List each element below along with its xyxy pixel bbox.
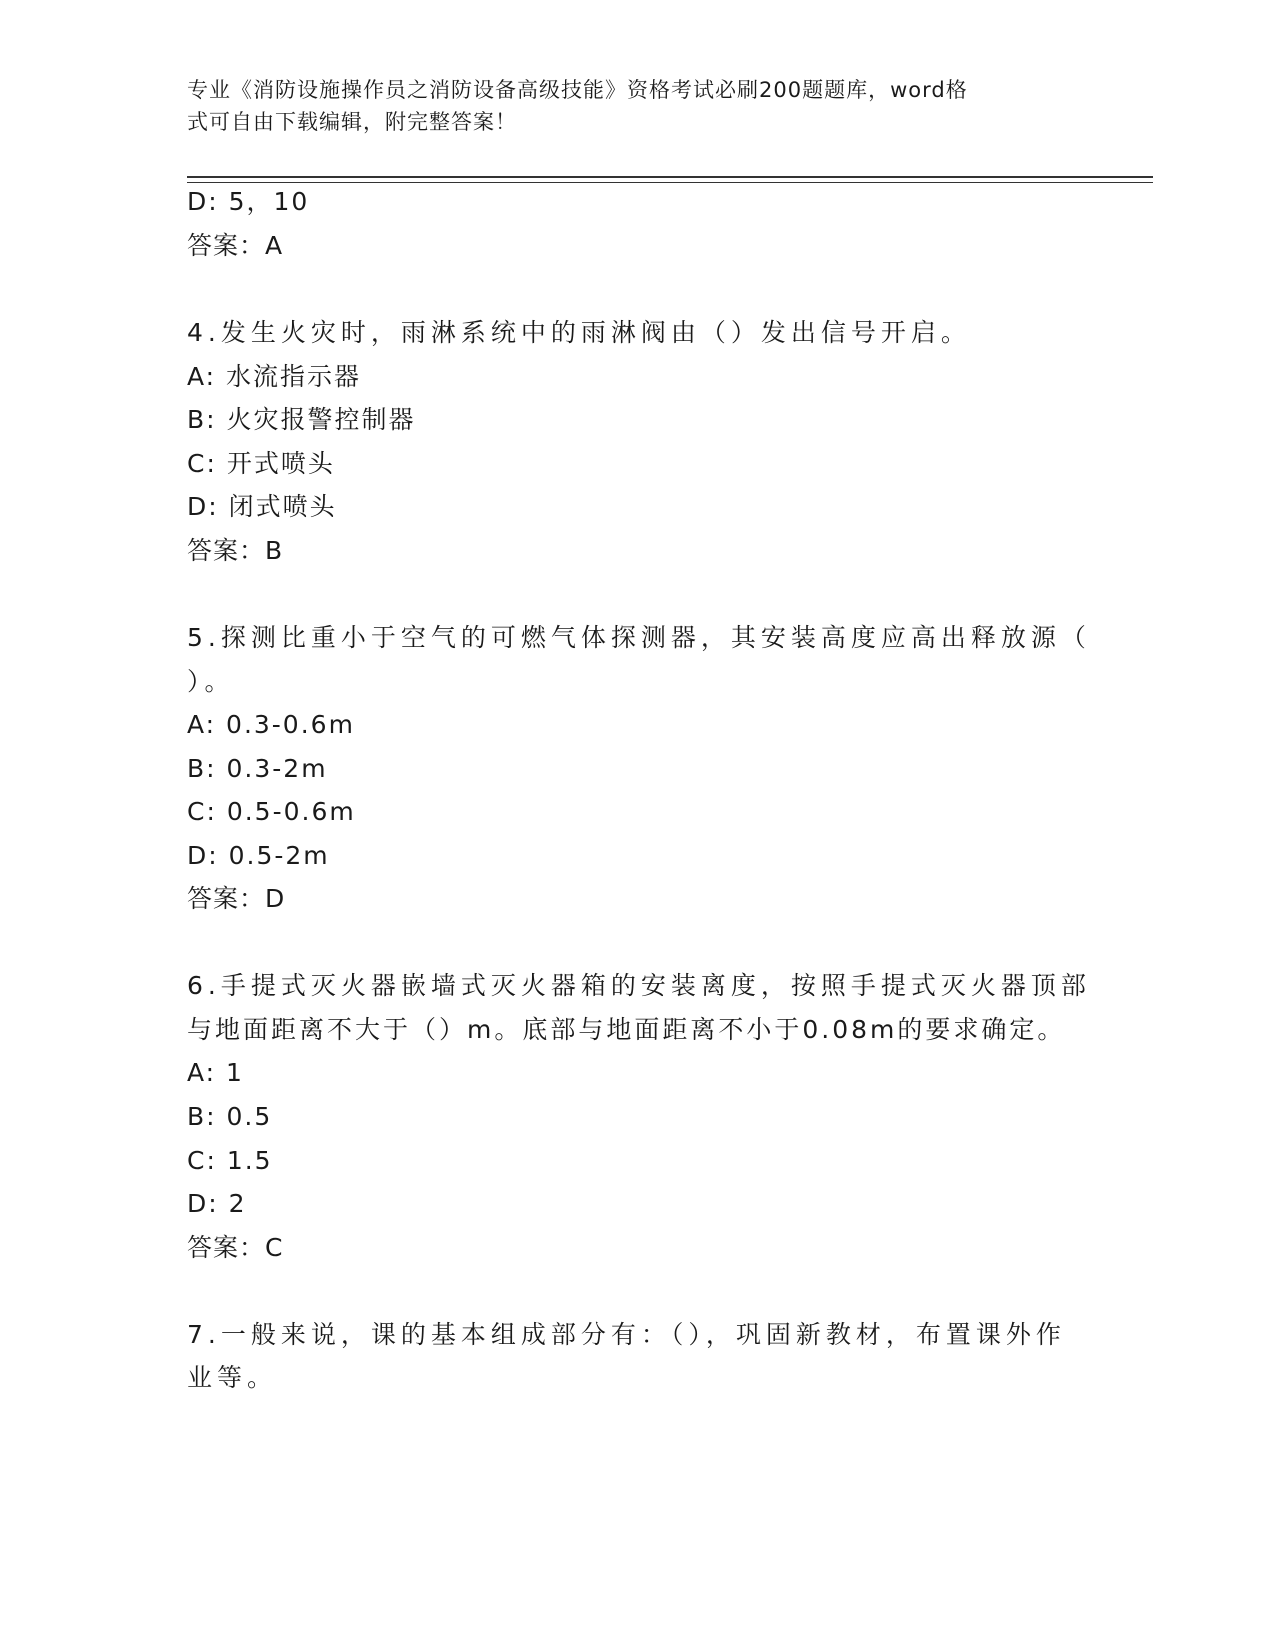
- header-divider-thin: [187, 182, 1153, 183]
- q5-answer: 答案：D: [187, 884, 286, 913]
- q5-option-a: A: 0.3-0.6m: [187, 710, 355, 739]
- q4-option-d: D: 闭式喷头: [187, 492, 337, 521]
- q5-option-c: C: 0.5-0.6m: [187, 797, 356, 826]
- q4-option-a: A: 水流指示器: [187, 362, 362, 391]
- document-header: [187, 74, 1067, 138]
- q4-answer: 答案：B: [187, 536, 284, 565]
- q4-option-b: B: 火灾报警控制器: [187, 405, 416, 434]
- q6-text-line-1: 6.手提式灭火器嵌墙式灭火器箱的安装离度，按照手提式灭火器顶部: [187, 971, 1091, 1000]
- q6-option-a: A: 1: [187, 1058, 244, 1087]
- q6-option-d: D: 2: [187, 1189, 247, 1218]
- q5-option-b: B: 0.3-2m: [187, 754, 328, 783]
- q5-option-d: D: 0.5-2m: [187, 841, 330, 870]
- header-divider-thick: [187, 176, 1153, 178]
- q4-text: 4.发生火灾时，雨淋系统中的雨淋阀由（）发出信号开启。: [187, 318, 971, 347]
- header-line-1: 专业《消防设施操作员之消防设备高级技能》资格考试必刷200题题库，word格: [187, 78, 968, 102]
- prev-answer: 答案：A: [187, 231, 284, 260]
- q7-text-line-2: 业等。: [187, 1363, 278, 1392]
- q7-text-line-1: 7.一般来说，课的基本组成部分有：（），巩固新教材，布置课外作: [187, 1320, 1066, 1349]
- q5-text-line-1: 5.探测比重小于空气的可燃气体探测器，其安装高度应高出释放源（: [187, 623, 1091, 652]
- q6-text-line-2: 与地面距离不大于（）m。底部与地面距离不小于0.08m的要求确定。: [187, 1015, 1066, 1044]
- header-line-2: 式可自由下载编辑，附完整答案！: [187, 110, 517, 134]
- q4-option-c: C: 开式喷头: [187, 449, 335, 478]
- q6-answer: 答案：C: [187, 1233, 284, 1262]
- prev-option-d: D: 5，10: [187, 187, 310, 216]
- q6-option-b: B: 0.5: [187, 1102, 273, 1131]
- q6-option-c: C: 1.5: [187, 1146, 273, 1175]
- q5-text-line-2: ）。: [187, 667, 235, 696]
